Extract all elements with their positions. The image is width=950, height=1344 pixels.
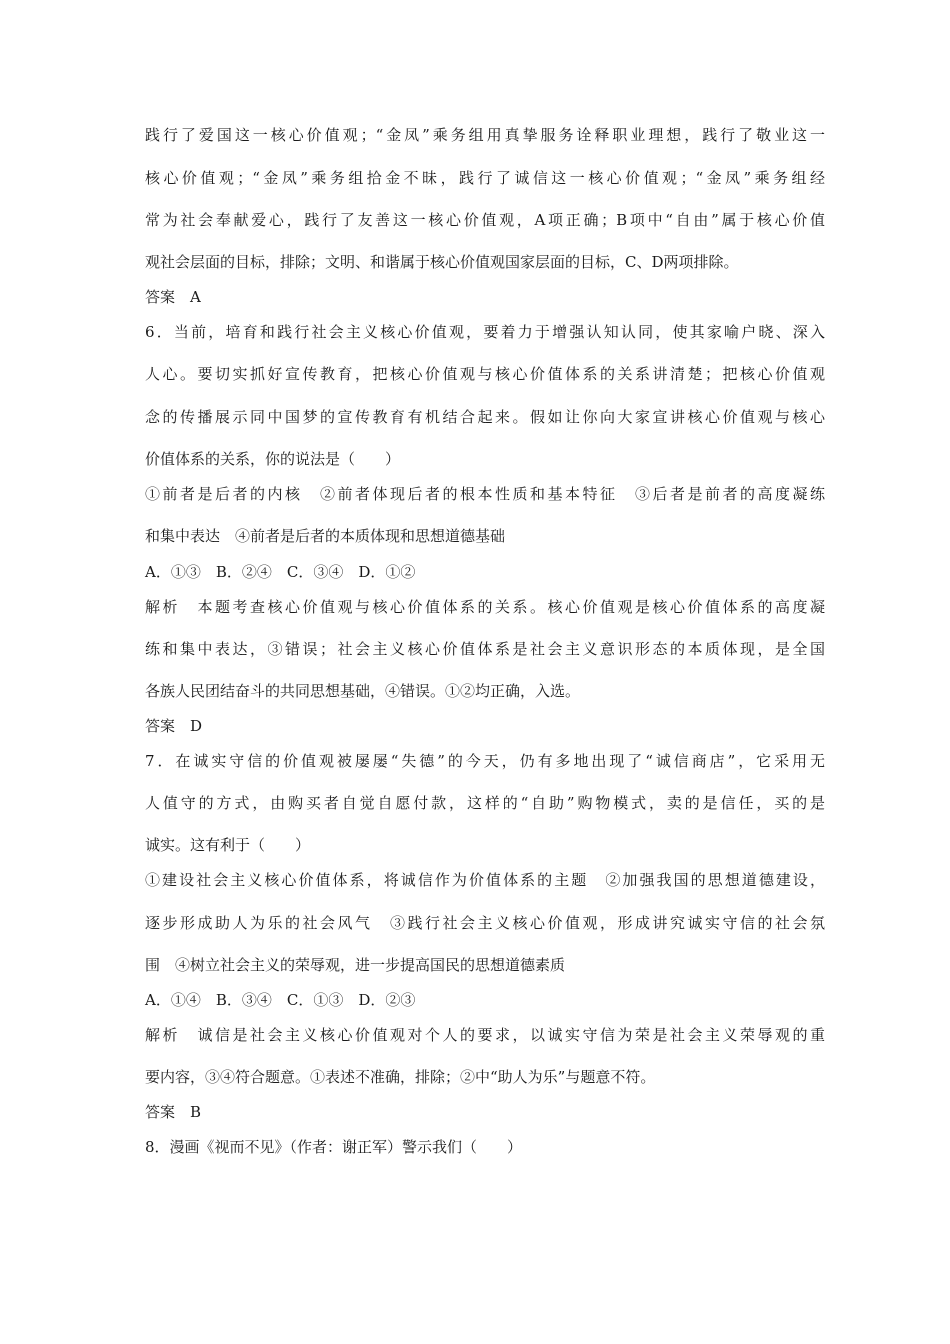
answer-line: 答案 D	[145, 717, 203, 735]
option-statements: ①建设社会主义核心价值体系，将诚信作为价值体系的主题 ②加强我国的思想道德建设，	[145, 871, 825, 889]
choice-options: A．①④ B．③④ C．①③ D．②③	[145, 991, 416, 1009]
text-line: 人值守的方式，由购买者自觉自愿付款，这样的“自助”购物模式，卖的是信任，买的是	[145, 794, 825, 812]
text-line: 诚实。这有利于（ ）	[145, 836, 311, 854]
text-line: 核心价值观；“金凤”乘务组拾金不昧，践行了诚信这一核心价值观；“金凤”乘务组经	[145, 169, 825, 187]
text-line: 各族人民团结奋斗的共同思想基础，④错误。①②均正确，入选。	[145, 682, 581, 700]
analysis-line: 解析 诚信是社会主义核心价值观对个人的要求，以诚实守信为荣是社会主义荣辱观的重	[145, 1026, 825, 1044]
answer-line: 答案 A	[145, 288, 201, 306]
option-statements: 围 ④树立社会主义的荣辱观，进一步提高国民的思想道德素质	[145, 956, 566, 974]
question-6: 6．当前，培育和践行社会主义核心价值观，要着力于增强认知认同，使其家喻户晓、深入	[145, 323, 825, 341]
answer-line: 答案 B	[145, 1103, 202, 1121]
text-line: 价值体系的关系，你的说法是（ ）	[145, 450, 401, 468]
option-statements: 逐步形成助人为乐的社会风气 ③践行社会主义核心价值观，形成讲究诚实守信的社会氛	[145, 914, 825, 932]
choice-options: A．①③ B．②④ C．③④ D．①②	[145, 563, 416, 581]
text-line: 练和集中表达，③错误；社会主义核心价值体系是社会主义意识形态的本质体现，是全国	[145, 640, 825, 658]
question-8: 8．漫画《视而不见》（作者：谢正军）警示我们（ ）	[145, 1138, 523, 1156]
text-line: 念的传播展示同中国梦的宣传教育有机结合起来。假如让你向大家宣讲核心价值观与核心	[145, 408, 825, 426]
text-line: 要内容，③④符合题意。①表述不准确，排除；②中“助人为乐”与题意不符。	[145, 1068, 656, 1086]
text-line: 人心。要切实抓好宣传教育，把核心价值观与核心价值体系的关系讲清楚；把核心价值观	[145, 365, 825, 383]
option-statements: 和集中表达 ④前者是后者的本质体现和思想道德基础	[145, 527, 506, 545]
question-7: 7．在诚实守信的价值观被屡屡“失德”的今天，仍有多地出现了“诚信商店”，它采用无	[145, 752, 825, 770]
analysis-line: 解析 本题考查核心价值观与核心价值体系的关系。核心价值观是核心价值体系的高度凝	[145, 598, 825, 616]
text-line: 常为社会奉献爱心，践行了友善这一核心价值观，A项正确；B项中“自由”属于核心价值	[145, 211, 825, 229]
text-line: 观社会层面的目标，排除；文明、和谐属于核心价值观国家层面的目标，C、D两项排除。	[145, 253, 739, 271]
text-line: 践行了爱国这一核心价值观；“金凤”乘务组用真挚服务诠释职业理想，践行了敬业这一	[145, 126, 825, 144]
option-statements: ①前者是后者的内核 ②前者体现后者的根本性质和基本特征 ③后者是前者的高度凝练	[145, 485, 825, 503]
